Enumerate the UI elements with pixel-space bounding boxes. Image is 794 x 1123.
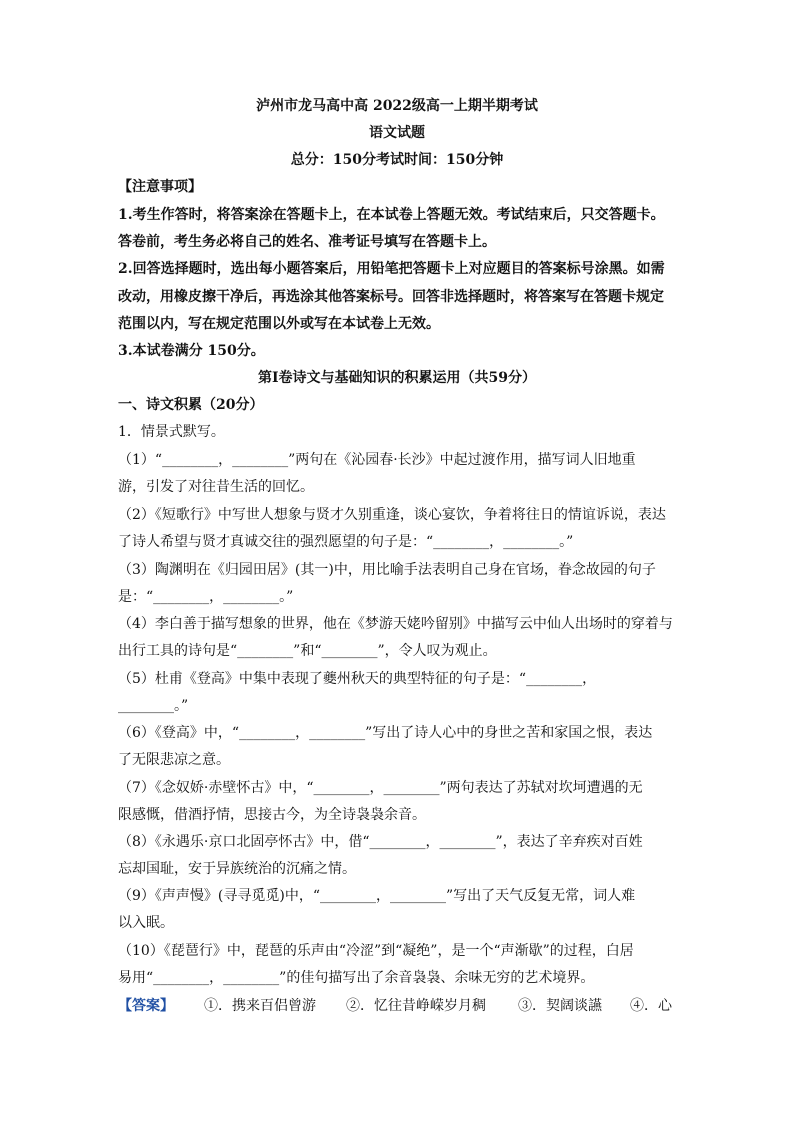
question-line: 了无限悲凉之意。 bbox=[118, 752, 230, 768]
question-line: 游，引发了对往昔生活的回忆。 bbox=[118, 479, 314, 495]
question-line: （5）杜甫《登高》中集中表现了夔州秋天的典型特征的句子是：“________， bbox=[118, 671, 597, 687]
question-line: 是：“________，________。” bbox=[118, 589, 294, 605]
answer-part: ④．心 bbox=[630, 998, 672, 1014]
notice-line: 范围以内，写在规定范围以外或写在本试卷上无效。 bbox=[118, 316, 440, 332]
answer-part: ②．忆往昔峥嵘岁月稠 bbox=[346, 998, 486, 1014]
answer-part: ③．契阔谈讌 bbox=[518, 998, 602, 1014]
question-line: （1）“________，________”两句在《沁园春·长沙》中起过渡作用，描写词人旧地重 bbox=[118, 452, 636, 468]
answer-line bbox=[118, 995, 678, 1015]
answer-part: ①．携来百侣曾游 bbox=[204, 998, 316, 1014]
question-line: （7）《念奴娇·赤壁怀古》中，“________，________”两句表达了苏轼对坎坷遭遇的无 bbox=[118, 780, 643, 796]
question-line: （2）《短歌行》中写世人想象与贤才久别重逢，谈心宴饮，争着将往日的情谊诉说，表达 bbox=[118, 507, 666, 523]
notice-line: 1.考生作答时，将答案涂在答题卡上，在本试卷上答题无效。考试结束后，只交答题卡。 bbox=[118, 207, 665, 223]
question-line: 忘却国耻，安于异族统治的沉痛之情。 bbox=[118, 861, 356, 877]
question-line: 出行工具的诗句是“________”和“________”，令人叹为观止。 bbox=[118, 643, 497, 659]
subject-title: 语文试题 bbox=[369, 125, 425, 141]
question-line: 易用“________，________”的佳句描写出了余音袅袅、余味无穷的艺术境界。 bbox=[118, 970, 595, 986]
question-line: （10）《琵琶行》中，琵琶的乐声由“冷涩”到“凝绝”，是一个“声渐歇”的过程，白居 bbox=[118, 943, 634, 959]
question-line: （4）李白善于描写想象的世界，他在《梦游天姥吟留别》中描写云中仙人出场时的穿着与 bbox=[118, 616, 673, 632]
notice-line: 3.本试卷满分 150分。 bbox=[118, 343, 265, 359]
question-line: （3）陶渊明在《归园田居》(其一)中，用比喻手法表明自己身在官场，眷念故园的句子 bbox=[118, 562, 656, 578]
answer-label: 【答案】 bbox=[118, 998, 174, 1014]
question-intro: 1．情景式默写。 bbox=[118, 424, 225, 440]
exam-title: 泸州市龙马高中高 2022级高一上期半期考试 bbox=[256, 98, 538, 114]
question-line: 了诗人希望与贤才真诚交往的强烈愿望的句子是：“________，________。” bbox=[118, 534, 574, 550]
notice-line: 2.回答选择题时，选出每小题答案后，用铅笔把答题卡上对应题目的答案标号涂黑。如需 bbox=[118, 261, 665, 277]
notice-line: 答卷前，考生务必将自己的姓名、准考证号填写在答题卡上。 bbox=[118, 234, 496, 250]
notice-header: 【注意事项】 bbox=[118, 179, 202, 195]
question-line: ________。” bbox=[118, 698, 189, 714]
question-line: （8）《永遇乐·京口北固亭怀古》中，借“________，________”，表达了辛弃疾对百姓 bbox=[118, 834, 643, 850]
notice-line: 改动，用橡皮擦干净后，再选涂其他答案标号。回答非选择题时，将答案写在答题卡规定 bbox=[118, 289, 664, 305]
exam-meta: 总分：150分考试时间：150分钟 bbox=[290, 152, 504, 168]
question-line: 以入眠。 bbox=[118, 915, 174, 931]
part-title: 第Ⅰ卷诗文与基础知识的积累运用（共59分） bbox=[257, 370, 537, 386]
section-title: 一、诗文积累（20分） bbox=[118, 397, 264, 413]
question-line: 限感慨，借酒抒情，思接古今，为全诗袅袅余音。 bbox=[118, 807, 426, 823]
question-line: （6）《登高》中，“________，________”写出了诗人心中的身世之苦和家国之恨，表达 bbox=[118, 725, 653, 741]
question-line: （9）《声声慢》(寻寻觅觅)中，“________，________”写出了天气反复无常，词人难 bbox=[118, 888, 636, 904]
